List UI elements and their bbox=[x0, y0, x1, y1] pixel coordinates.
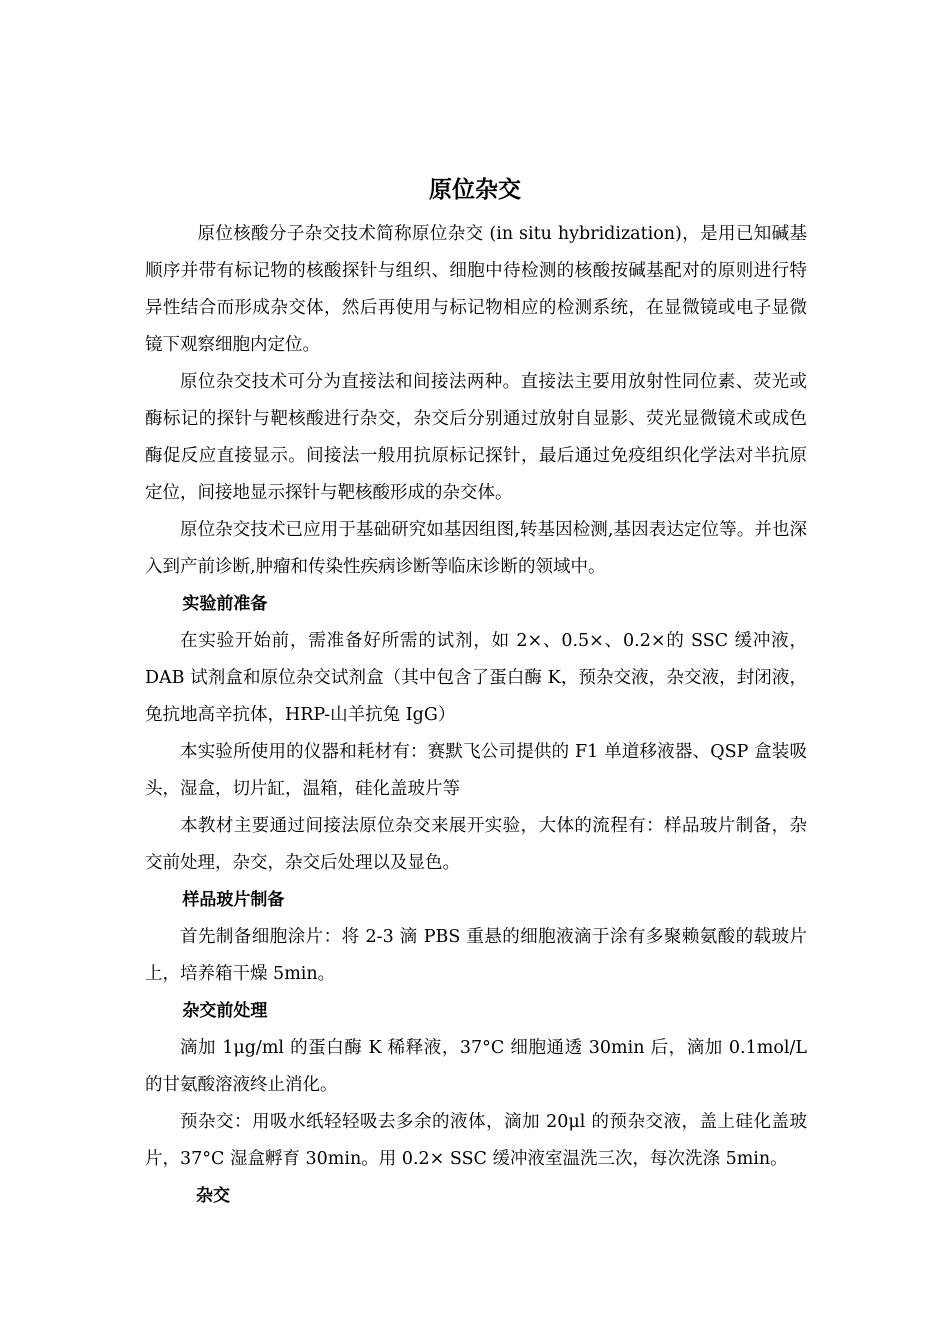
prep-paragraph-3: 本教材主要通过间接法原位杂交来展开实验，大体的流程有：样品玻片制备，杂交前处理，杂交，杂交后处理以及显色。 bbox=[145, 816, 807, 873]
prep-paragraph-1: 在实验开始前，需准备好所需的试剂，如 2×、0.5×、0.2×的 SSC 缓冲液，DAB 试剂盒和原位杂交试剂盒（其中包含了蛋白酶 K，预杂交液，杂交液，封闭液，兔抗地高辛抗体，HRP-山羊抗兔 IgG） bbox=[145, 631, 807, 725]
slide-paragraph-1: 首先制备细胞涂片：将 2-3 滴 PBS 重悬的细胞液滴于涂有多聚赖氨酸的载玻片上，培养箱干燥 5min。 bbox=[145, 927, 807, 984]
pretreatment-paragraph-2: 预杂交：用吸水纸轻轻吸去多余的液体，滴加 20μl 的预杂交液，盖上硅化盖玻片，37°C 湿盒孵育 30min。用 0.2× SSC 缓冲液室温洗三次，每次洗涤 5min。 bbox=[145, 1112, 807, 1169]
document-body bbox=[145, 216, 807, 1215]
section-heading-prep: 实验前准备 bbox=[182, 594, 268, 614]
pretreatment-paragraph-1: 滴加 1μg/ml 的蛋白酶 K 稀释液，37°C 细胞通透 30min 后，滴加 0.1mol/L 的甘氨酸溶液终止消化。 bbox=[145, 1038, 807, 1095]
intro-paragraph-1: 原位核酸分子杂交技术简称原位杂交 (in situ hybridization)，是用已知碱基顺序并带有标记物的核酸探针与组织、细胞中待检测的核酸按碱基配对的原则进行特异性结合而形成杂交体，然后再使用与标记物相应的检测系统，在显微镜或电子显微镜下观察细胞内定位。 bbox=[145, 224, 807, 355]
section-heading-hybridization: 杂交 bbox=[196, 1186, 230, 1206]
intro-paragraph-3: 原位杂交技术已应用于基础研究如基因组图,转基因检测,基因表达定位等。并也深入到产前诊断,肿瘤和传染性疾病诊断等临床诊断的领域中。 bbox=[145, 520, 807, 577]
section-heading-pretreatment: 杂交前处理 bbox=[182, 1001, 268, 1021]
prep-paragraph-2: 本实验所使用的仪器和耗材有：赛默飞公司提供的 F1 单道移液器、QSP 盒装吸头，湿盒，切片缸，温箱，硅化盖玻片等 bbox=[145, 742, 807, 799]
intro-paragraph-2: 原位杂交技术可分为直接法和间接法两种。直接法主要用放射性同位素、荧光或酶标记的探针与靶核酸进行杂交，杂交后分别通过放射自显影、荧光显微镜术或成色酶促反应直接显示。间接法一般用抗原标记探针，最后通过免疫组织化学法对半抗原定位，间接地显示探针与靶核酸形成的杂交体。 bbox=[145, 372, 807, 503]
page-title: 原位杂交 bbox=[429, 177, 521, 203]
section-heading-slide: 样品玻片制备 bbox=[182, 890, 285, 910]
